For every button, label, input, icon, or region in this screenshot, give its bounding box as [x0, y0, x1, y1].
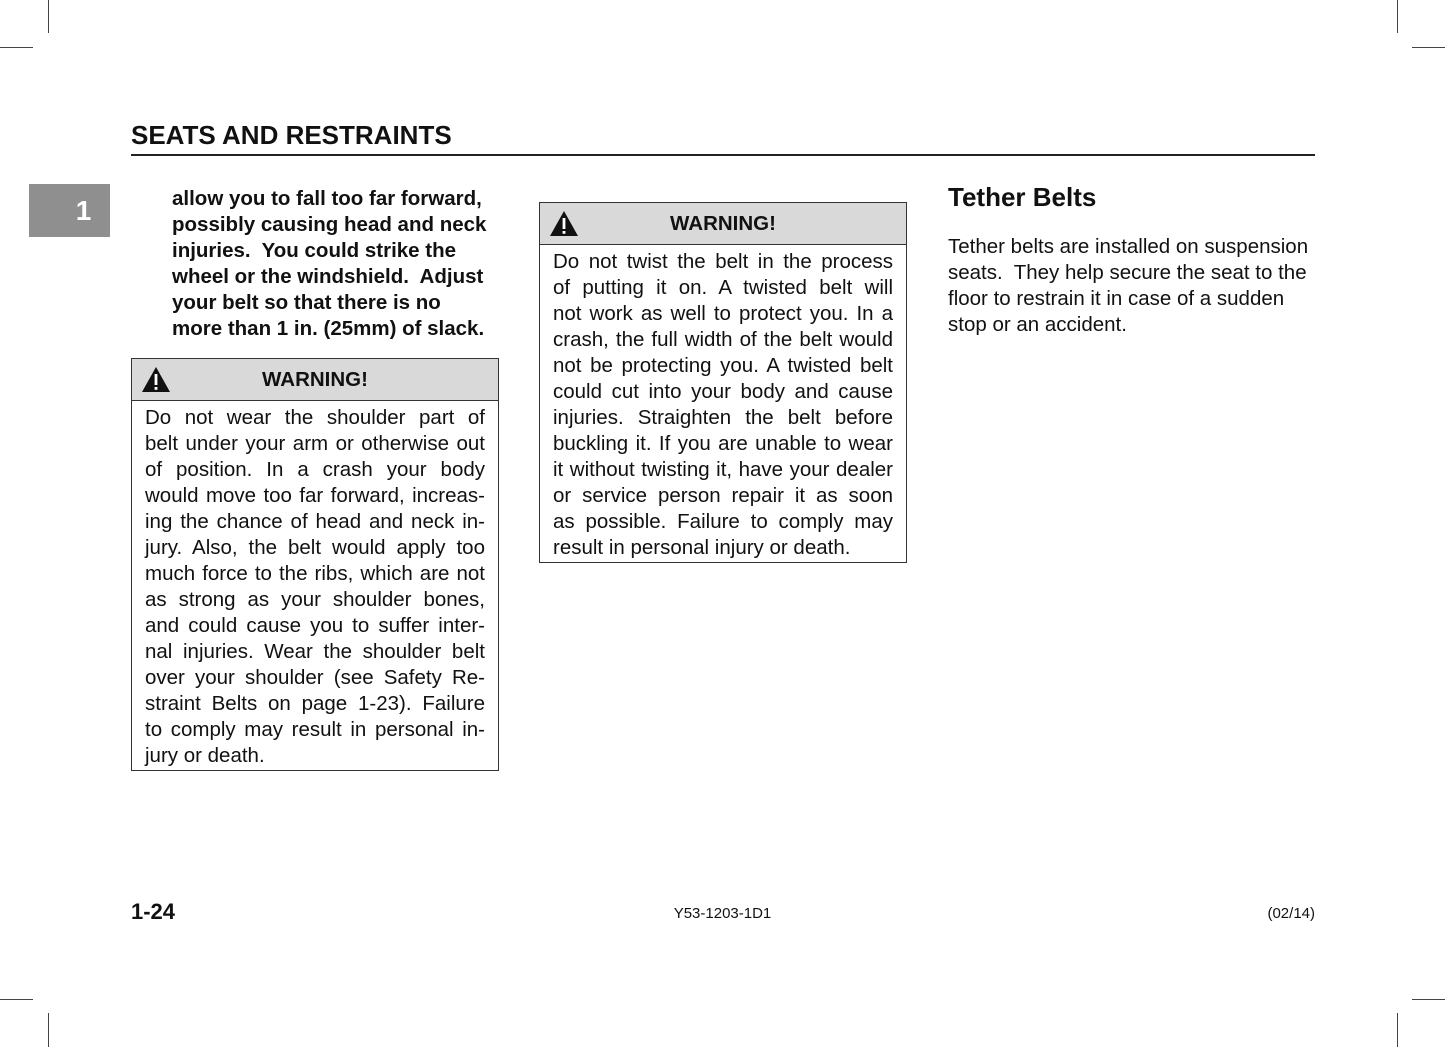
chapter-tab: 1: [29, 184, 110, 237]
text-line: or service person repair it as soon: [553, 484, 893, 507]
intro-text: [172, 186, 486, 342]
crop-mark: [1397, 0, 1398, 33]
text-line: much force to the ribs, which are not: [145, 562, 485, 585]
warning-body: [132, 401, 498, 769]
text-line: as possible. Failure to comply may: [553, 510, 893, 533]
section-title: SEATS AND RESTRAINTS: [131, 120, 452, 150]
text-line: allow you to fall too far forward,: [172, 187, 482, 210]
crop-mark: [0, 999, 33, 1000]
warning-title: WARNING!: [262, 367, 368, 391]
text-line: not be protecting you. A twisted belt: [553, 354, 893, 377]
text-line: injuries. Straighten the belt before: [553, 406, 893, 429]
crop-mark: [1412, 47, 1445, 48]
text-line: not work as well to protect you. In a: [553, 302, 893, 325]
text-line: jury. Also, the belt would apply too: [145, 536, 485, 559]
text-line: result in personal injury or death.: [553, 536, 851, 559]
warning-title: WARNING!: [670, 211, 776, 235]
warning-triangle-icon: [141, 366, 171, 393]
warning-body: [540, 245, 906, 561]
document-code: Y53-1203-1D1: [673, 905, 772, 922]
warning-box-twist: [539, 202, 907, 563]
warning-header: [540, 203, 906, 245]
text-line: could cut into your body and cause: [553, 380, 893, 403]
tether-heading: Tether Belts: [948, 182, 1097, 212]
text-line: over your shoulder (see Safety Re-: [145, 666, 485, 689]
crop-mark: [48, 1013, 49, 1047]
warning-header: [132, 359, 498, 401]
text-line: of putting it on. A twisted belt will: [553, 276, 893, 299]
text-line: buckling it. If you are unable to wear: [553, 432, 893, 455]
crop-mark: [48, 0, 49, 33]
text-line: crash, the full width of the belt would: [553, 328, 893, 351]
warning-triangle-icon: [549, 210, 579, 237]
text-line: floor to restrain it in case of a sudden: [948, 287, 1285, 310]
text-line: to comply may result in personal in-: [145, 718, 485, 741]
text-line: belt under your arm or otherwise out: [145, 432, 485, 455]
crop-mark: [1397, 1013, 1398, 1047]
text-line: your belt so that there is no: [172, 291, 441, 314]
text-line: possibly causing head and neck: [172, 213, 487, 236]
text-line: seats. They help secure the seat to the: [948, 261, 1307, 284]
text-line: nal injuries. Wear the shoulder belt: [145, 640, 485, 663]
text-line: ing the chance of head and neck in-: [145, 510, 485, 533]
warning-box-shoulder: [131, 358, 499, 771]
text-line: jury or death.: [145, 744, 265, 767]
text-line: Do not wear the shoulder part of: [145, 406, 485, 429]
text-line: and could cause you to suffer inter-: [145, 614, 485, 637]
tether-paragraph: [948, 234, 1308, 338]
page-number: 1-24: [131, 899, 176, 924]
text-line: wheel or the windshield. Adjust: [172, 265, 484, 288]
text-line: of position. In a crash your body: [145, 458, 485, 481]
text-line: straint Belts on page 1-23). Failure: [145, 692, 485, 715]
revision-date: (02/14): [1267, 905, 1315, 922]
crop-mark: [1412, 999, 1445, 1000]
text-line: Do not twist the belt in the process: [553, 250, 893, 273]
text-line: it without twisting it, have your dealer: [553, 458, 893, 481]
text-line: more than 1 in. (25mm) of slack.: [172, 317, 485, 340]
text-line: would move too far forward, increas-: [145, 484, 485, 507]
crop-mark: [0, 47, 33, 48]
header-rule: [131, 154, 1315, 156]
text-line: Tether belts are installed on suspension: [948, 235, 1309, 258]
text-line: injuries. You could strike the: [172, 239, 457, 262]
text-line: as strong as your shoulder bones,: [145, 588, 485, 611]
text-line: stop or an accident.: [948, 313, 1127, 336]
